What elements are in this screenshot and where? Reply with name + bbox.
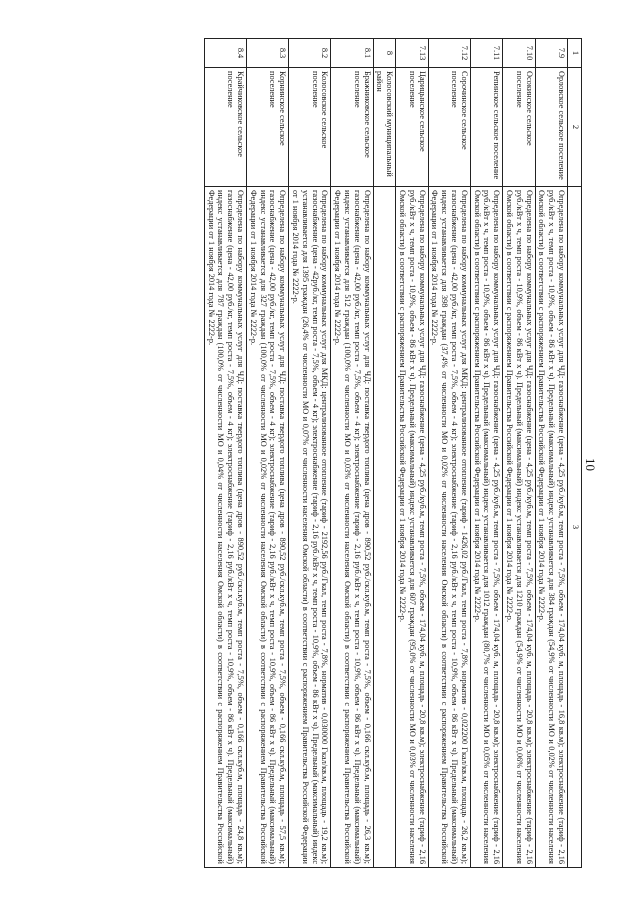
row-description: Определена по набору коммунальных услуг для ЧД: газоснабжение (цена - 4,25 руб./куб.м, темп роста - 7,5%, объем - 174,04 куб. м, площадь - 20,8 кв.м); электроснабжение (тариф - 2,16 руб./кВт х ч, темп роста - 10,9%, объем - 86 кВт х ч). Предельный (максимальный) индекс устанавливается для 1012 граждан (80,7% от численности МО и 0,05% от численности населения Омской области) в соответствии с распоряжением Правительства Российской Федерации от 1 ноября 2014 года № 2222-р. bbox=[470, 187, 502, 868]
row-description: Определена по набору коммунальных услуг для ЧД: поставка твердого топлива (цена дров - 890,52 руб./скл.куб.м, темп роста - 7,5%, объем - 0,166 скл.куб.м, площадь - 24,8 кв.м); газоснабжение (цена - 42,00 руб./кг, темп роста - 7,5%, объем - 4 кг); электроснабжение (тариф - 2,16 руб./кВт х ч, темп роста - 10,9%, объем - 86 кВт х ч). Предельный (максимальный) индекс устанавливается для 787 граждан (100,0% от численности МО и 0,04% от численности населения Омской области) в соответствии с распоряжением Правительства Российской Федерации от 1 ноября 2014 года № 2222-р. bbox=[204, 187, 246, 868]
row-description: Определена по набору коммунальных услуг для ЧД: поставка твердого топлива (цена дров - 890,52 руб./скл.куб.м, темп роста - 7,5%, объем - 0,166 скл.куб.м, площадь - 26,3 кв.м); газоснабжение (цена - 42,00 руб./кг, темп роста - 7,5%, объем - 4 кг); электроснабжение (тариф - 2,16 руб./кВт х ч, темп роста - 10,9%, объем - 86 кВт х ч). Предельный (максимальный) индекс устанавливается для 512 граждан (100,0% от численности МО и 0,03% от численности населения Омской области) в соответствии с распоряжением Правительства Российской Федерации от 1 ноября 2014 года № 2222-р. bbox=[331, 187, 373, 868]
settlement-name: Бражниковское сельское поселение bbox=[331, 68, 373, 187]
tariff-index-table bbox=[204, 38, 582, 868]
row-number: 8.1 bbox=[331, 39, 373, 68]
settlement-name: Орловское сельское поселение bbox=[535, 68, 567, 187]
page-number: 10 bbox=[583, 458, 598, 471]
column-header-3: 3 bbox=[568, 187, 582, 868]
rotated-page bbox=[22, 38, 582, 868]
table-row bbox=[247, 39, 289, 868]
settlement-name: Корнинское сельское поселение bbox=[247, 68, 289, 187]
row-number: 7.13 bbox=[396, 39, 428, 68]
settlement-name: Сорочинское сельское поселение bbox=[428, 68, 470, 187]
table-row bbox=[289, 39, 331, 868]
table-row bbox=[428, 39, 470, 868]
row-description: Определена по набору коммунальных услуг для ЧД: поставка твердого топлива (цена дров - 890,52 руб./скл.куб.м, темп роста - 7,5%, объем - 0,166 скл.куб.м, площадь - 57,5 кв.м); газоснабжение (цена - 42,00 руб./кг, темп роста - 7,5%, объем - 4 кг); электроснабжение (тариф - 2,16 руб./кВт х ч, темп роста - 10,9%, объем - 86 кВт х ч). Предельный (максимальный) индекс устанавливается для 327 граждан (100,0% от численности МО и 0,02% от численности населения Омской области) в соответствии с распоряжением Правительства Российской Федерации от 1 ноября 2014 года № 2222-р. bbox=[247, 187, 289, 868]
column-header-1: 1 bbox=[568, 39, 582, 68]
row-number: 7.12 bbox=[428, 39, 470, 68]
table-row bbox=[470, 39, 502, 868]
row-number: 8 bbox=[373, 39, 396, 68]
table-row bbox=[204, 39, 246, 868]
row-number: 7.11 bbox=[470, 39, 502, 68]
row-description: Определена по набору коммунальных услуг для МКД: централизованное отопление (тариф - 2192,56 руб./Гкал, темп роста - 7,8%, норматив - 0,030000 Гкал/кв.м, площадь - 19,2 кв.м); газоснабжение (цена - 42руб./кг, темп роста - 7,5%, объем - 4 кг); электроснабжение (тариф - 2,16 руб./кВт х ч, темп роста - 10,9%, объем - 86 кВт х ч). Предельный (максимальный) индекс устанавливается для 1395 граждан (26,4% от численности МО и 0,07% от численности населения Омской области) в соответствии с распоряжением Правительства Российской Федерации от 1 ноября 2014 года № 2222-р. bbox=[289, 187, 331, 868]
settlement-name: Колосовское сельское поселение bbox=[289, 68, 331, 187]
group-row bbox=[373, 39, 396, 868]
table-row bbox=[503, 39, 535, 868]
table-row bbox=[331, 39, 373, 868]
row-number: 8.2 bbox=[289, 39, 331, 68]
row-number: 7.9 bbox=[535, 39, 567, 68]
column-header-2: 2 bbox=[568, 68, 582, 187]
settlement-name: Колосовский муниципальный район bbox=[373, 68, 396, 187]
row-description: Определена по набору коммунальных услуг для ЧД: газоснабжение (цена - 4,25 руб./куб.м, темп роста - 7,5%, объем - 174,04 куб. м, площадь - 20,8 кв.м); электроснабжение (тариф - 2,16 руб./кВт х ч, темп роста - 10,9%, объем - 86 кВт х ч). Предельный (максимальный) индекс устанавливается для 607 граждан (95,0% от численности МО и 0,03% от численности населения Омской области) в соответствии с распоряжением Правительства Российской Федерации от 1 ноября 2014 года № 2222-р. bbox=[396, 187, 428, 868]
row-description: Определена по набору коммунальных услуг для ЧД: газоснабжение (цена - 4,25 руб./куб.м, темп роста - 7,5%, объем - 174,04 куб. м, площадь - 16,8 кв.м); электроснабжение (тариф - 2,16 руб./кВт х ч, темп роста - 10,9%, объем - 86 кВт х ч). Предельный (максимальный) индекс устанавливается для 384 граждан (54,9% от численности МО и 0,02% от численности населения Омской области) в соответствии с распоряжением Правительства Российской Федерации от 1 ноября 2014 года № 2222-р. bbox=[535, 187, 567, 868]
row-number: 8.3 bbox=[247, 39, 289, 68]
header-row bbox=[568, 39, 582, 868]
row-description: Определена по набору коммунальных услуг для ЧД: газоснабжение (цена - 4,25 руб./куб.м, темп роста - 7,5%, объем - 174,04 куб. м, площадь - 20,8 кв.м); электроснабжение (тариф - 2,16 руб./кВт х ч, темп роста - 10,9%, объем - 86 кВт х ч). Предельный (максимальный) индекс устанавливается для 1210 граждан (54,9% от численности МО и 0,06% от численности населения Омской области) в соответствии с распоряжением Правительства Российской Федерации от 1 ноября 2014 года № 2222-р. bbox=[503, 187, 535, 868]
table-body bbox=[204, 39, 567, 868]
table-row bbox=[535, 39, 567, 868]
row-description: Определена по набору коммунальных услуг для МКД: централизованное отопление (тариф - 1426,02 руб./Гкал, темп роста - 7,8%, норматив - 0,022200 Гкал/кв.м, площадь - 26,2 кв.м); газоснабжение (цена - 42,00 руб./кг, темп роста - 7,5%, объем - 4 кг); электроснабжение (тариф - 2,16 руб./кВт х ч, темп роста - 10,9%, объем - 86 кВт х ч). Предельный (максимальный) индекс устанавливается для 398 граждан (37,4% от численности МО и 0,02% от численности населения Омской области) в соответствии с распоряжением Правительства Российской Федерации от 1 ноября 2014 года № 2222-р. bbox=[428, 187, 470, 868]
settlement-name: Репинское сельское поселение bbox=[470, 68, 502, 187]
row-number: 7.10 bbox=[503, 39, 535, 68]
settlement-name: Крайчиковское сельское поселение bbox=[204, 68, 246, 187]
row-description bbox=[373, 187, 396, 868]
row-number: 8.4 bbox=[204, 39, 246, 68]
settlement-name: Осокинское сельское поселение bbox=[503, 68, 535, 187]
table-row bbox=[396, 39, 428, 868]
settlement-name: Царицынское сельское поселение bbox=[396, 68, 428, 187]
